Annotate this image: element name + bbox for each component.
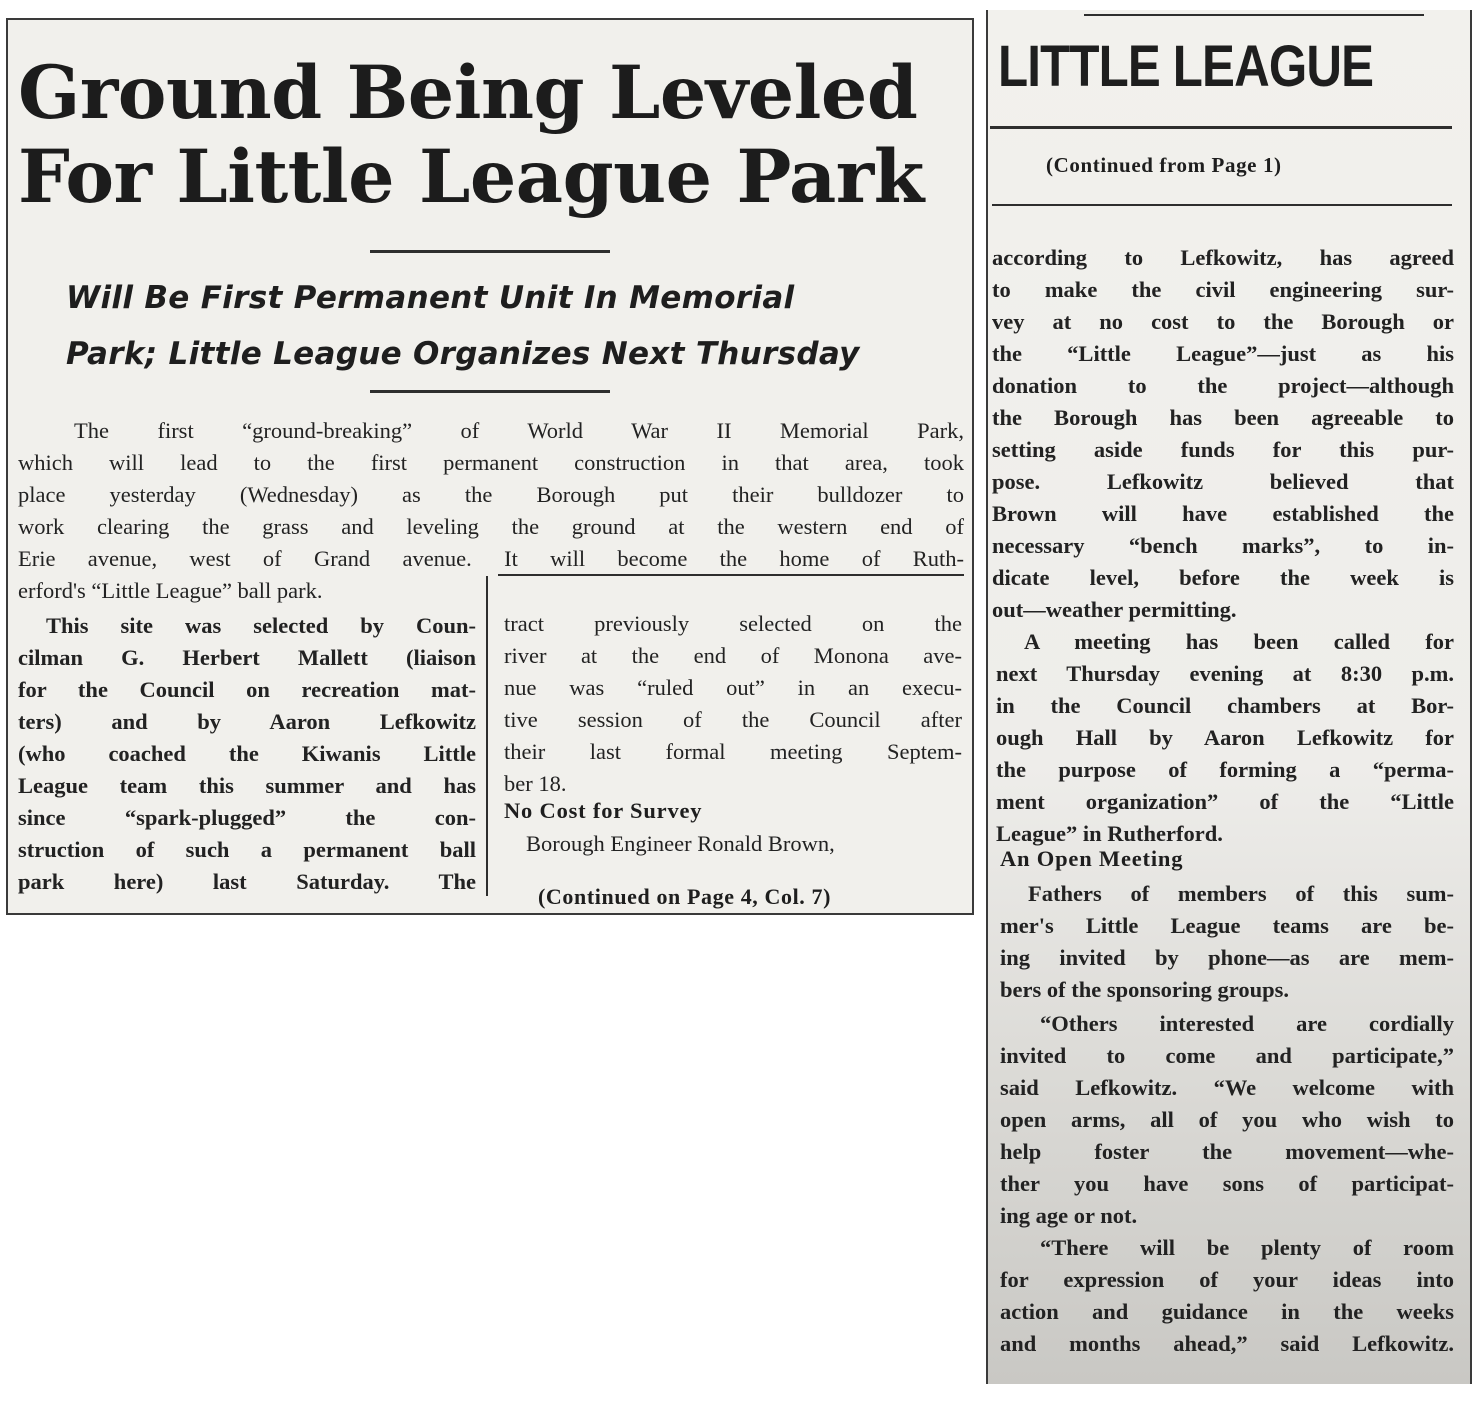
continued-on-jump: (Continued on Page 4, Col. 7) xyxy=(538,884,832,909)
column-2-line: tive session of the Council after xyxy=(504,707,962,732)
continuation-line: ough Hall by Aaron Lefkowitz for xyxy=(996,725,1454,750)
lead-line: The first “ground-breaking” of World War II Memorial Park, xyxy=(74,418,964,443)
continuation-line: Brown will have established the xyxy=(992,501,1454,526)
continuation-line: help foster the movement—whe- xyxy=(1000,1139,1454,1164)
column-1 xyxy=(18,610,476,898)
lead-line: erford's “Little League” ball park. xyxy=(18,578,323,603)
column-2-line: ber 18. xyxy=(504,771,567,796)
continuation-line: the purpose of forming a “perma- xyxy=(996,757,1454,782)
column-2-line: river at the end of Monona ave- xyxy=(504,643,962,668)
continuation-kicker: LITTLE LEAGUE xyxy=(998,34,1374,99)
column-top-rule xyxy=(498,574,964,576)
column-1-line: League team this summer and has xyxy=(18,773,476,798)
subhead-no-cost: No Cost for Survey xyxy=(504,798,703,823)
continuation-line: and months ahead,” said Lefkowitz. xyxy=(1000,1331,1454,1356)
column-1-line: ters) and by Aaron Lefkowitz xyxy=(18,709,476,734)
continuation-clipping xyxy=(986,10,1472,1384)
continuation-line: mer's Little League teams are be- xyxy=(1000,913,1454,938)
headline-line-2: For Little League Park xyxy=(18,134,924,220)
continuation-line: ment organization” of the “Little xyxy=(996,789,1454,814)
column-2-line: their last formal meeting Septem- xyxy=(504,739,962,764)
lead-last-line xyxy=(18,575,478,607)
continuation-line: ing age or not. xyxy=(1000,1203,1138,1228)
continuation-paragraph-2 xyxy=(996,626,1454,850)
column-2-line: Borough Engineer Ronald Brown, xyxy=(526,831,835,856)
continuation-line: open arms, all of you who wish to xyxy=(1000,1107,1454,1132)
continuation-line: “Others interested are cordially xyxy=(1040,1011,1454,1036)
continuation-line: action and guidance in the weeks xyxy=(1000,1299,1454,1324)
continuation-line: next Thursday evening at 8:30 p.m. xyxy=(996,661,1454,686)
continuation-line: to make the civil engineering sur- xyxy=(992,277,1454,302)
continuation-line: donation to the project—although xyxy=(992,373,1454,398)
main-article-clipping xyxy=(6,18,974,915)
continued-from-rule xyxy=(992,204,1452,206)
subhead-open-meeting: An Open Meeting xyxy=(1000,846,1184,871)
column-1-line: (who coached the Kiwanis Little xyxy=(18,741,476,766)
continuation-line: ing invited by phone—as are mem- xyxy=(1000,945,1454,970)
continuation-line: for expression of your ideas into xyxy=(1000,1267,1454,1292)
column-divider xyxy=(486,576,488,896)
column-1-line: struction of such a permanent ball xyxy=(18,837,476,862)
continuation-line: said Lefkowitz. “We welcome with xyxy=(1000,1075,1454,1100)
continuation-line: the “Little League”—just as his xyxy=(992,341,1454,366)
continuation-line: necessary “bench marks”, to in- xyxy=(992,533,1454,558)
continuation-paragraph-5 xyxy=(1000,1232,1454,1360)
continuation-line: the Borough has been agreeable to xyxy=(992,405,1454,430)
continuation-line: out—weather permitting. xyxy=(992,597,1237,622)
continuation-line: invited to come and participate,” xyxy=(1000,1043,1454,1068)
continuation-line: A meeting has been called for xyxy=(1024,629,1454,654)
continuation-line: ther you have sons of participat- xyxy=(1000,1171,1454,1196)
continuation-line: bers of the sponsoring groups. xyxy=(1000,977,1290,1002)
continuation-line: in the Council chambers at Bor- xyxy=(996,693,1454,718)
column-1-line: This site was selected by Coun- xyxy=(46,613,476,638)
continuation-line: League” in Rutherford. xyxy=(996,821,1223,846)
lead-paragraph xyxy=(18,415,964,575)
deck-line-2: Park; Little League Organizes Next Thursday xyxy=(66,336,860,372)
survey-line xyxy=(526,828,966,860)
kicker-rule xyxy=(990,126,1452,129)
kicker-top-rule xyxy=(1084,14,1424,16)
column-1-line: since “spark-plugged” the con- xyxy=(18,805,476,830)
continuation-line: pose. Lefkowitz believed that xyxy=(992,469,1454,494)
continuation-line: according to Lefkowitz, has agreed xyxy=(992,245,1454,270)
column-1-line: park here) last Saturday. The xyxy=(18,869,476,894)
continuation-paragraph-4 xyxy=(1000,1008,1454,1232)
column-2 xyxy=(504,608,962,800)
continuation-line: Fathers of members of this sum- xyxy=(1028,881,1454,906)
continuation-line: dicate level, before the week is xyxy=(992,565,1454,590)
lead-line: Erie avenue, west of Grand avenue. It will become the home of Ruth- xyxy=(18,546,964,571)
continuation-line: setting aside funds for this pur- xyxy=(992,437,1454,462)
column-1-line: for the Council on recreation mat- xyxy=(18,677,476,702)
continued-from-jump: (Continued from Page 1) xyxy=(1046,153,1282,177)
deck-rule xyxy=(370,390,610,393)
deck-line-1: Will Be First Permanent Unit In Memorial xyxy=(66,280,795,316)
headline-line-1: Ground Being Leveled xyxy=(18,50,918,136)
lead-line: work clearing the grass and leveling the ground at the western end of xyxy=(18,514,964,539)
continuation-paragraph-1 xyxy=(992,242,1454,626)
continuation-paragraph-3 xyxy=(1000,878,1454,1006)
lead-line: which will lead to the first permanent construction in that area, took xyxy=(18,450,964,475)
continuation-line: “There will be plenty of room xyxy=(1040,1235,1454,1260)
continuation-line: vey at no cost to the Borough or xyxy=(992,309,1454,334)
headline-rule xyxy=(370,250,610,253)
column-1-line: cilman G. Herbert Mallett (liaison xyxy=(18,645,476,670)
column-2-line: nue was “ruled out” in an execu- xyxy=(504,675,962,700)
lead-line: place yesterday (Wednesday) as the Borough put their bulldozer to xyxy=(18,482,964,507)
column-2-line: tract previously selected on the xyxy=(504,611,962,636)
